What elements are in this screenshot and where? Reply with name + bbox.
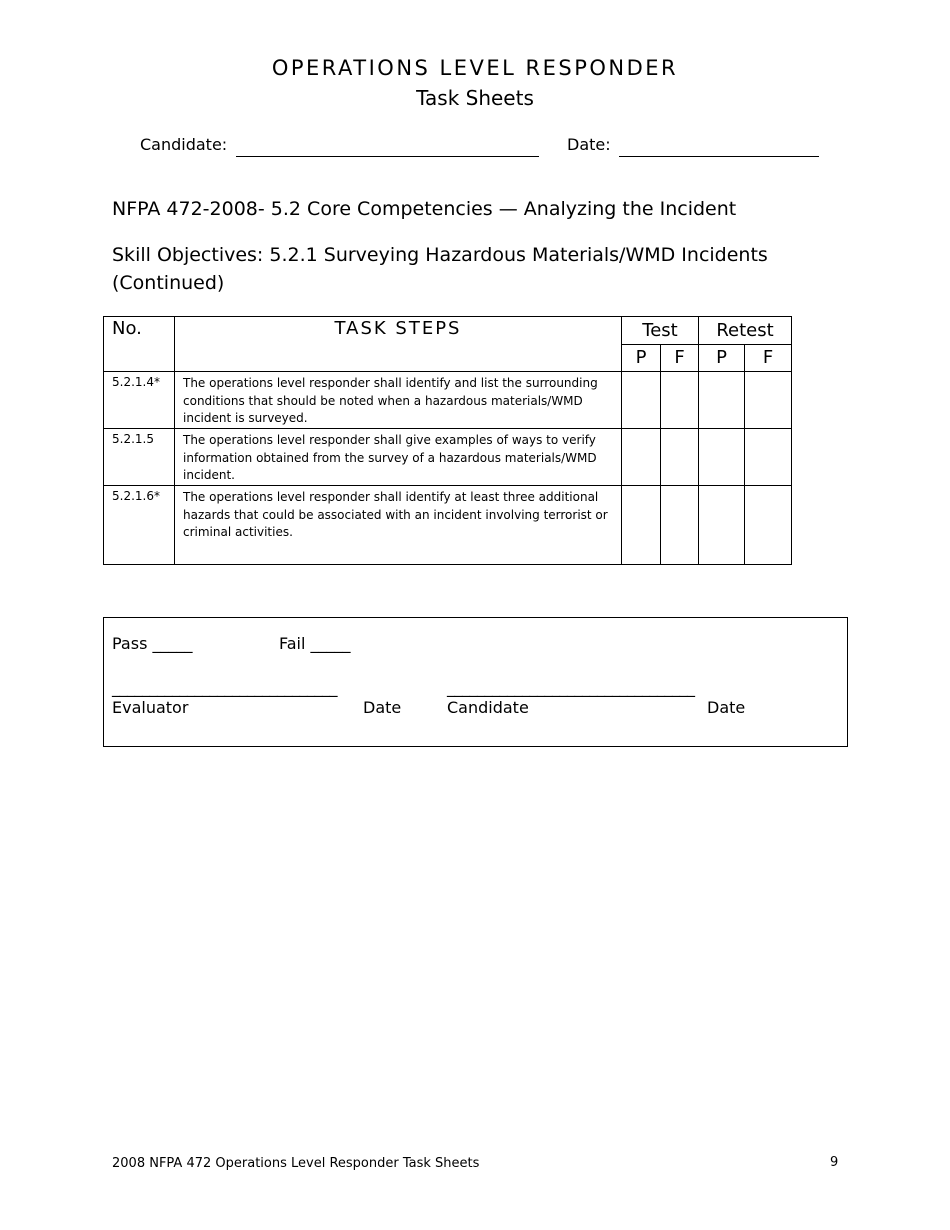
candidate-date-label: Date [707,698,746,717]
retest-pass-cell[interactable] [699,372,745,429]
table-row [104,429,792,486]
test-pass-header: P [622,344,661,372]
test-fail-header: F [661,344,699,372]
row-number: 5.2.1.4* [104,372,175,429]
task-steps-table [103,316,792,565]
test-pass-cell[interactable] [622,486,661,565]
column-header-retest: Retest [699,317,792,345]
result-box [103,617,848,747]
test-fail-cell[interactable] [661,486,699,565]
column-header-no: No. [104,317,175,372]
standard-heading: NFPA 472-2008- 5.2 Core Competencies — Analyzing the Incident [112,198,737,220]
row-number: 5.2.1.6* [104,486,175,565]
table-row [104,486,792,565]
pass-field[interactable]: Pass _____ [112,634,193,653]
candidate-signature-line[interactable]: _________________________________ [447,678,695,697]
test-fail-cell[interactable] [661,429,699,486]
retest-fail-cell[interactable] [745,372,792,429]
column-header-test: Test [622,317,699,345]
test-fail-cell[interactable] [661,372,699,429]
candidate-label-signature: Candidate [447,698,529,717]
task-step-text: The operations level responder shall identify and list the surrounding conditions that should be noted when a hazardous materials/WMD incident is surveyed. [175,372,622,429]
evaluator-date-label: Date [363,698,402,717]
fail-field[interactable]: Fail _____ [279,634,351,653]
page-subtitle: Task Sheets [416,86,534,110]
page-number: 9 [830,1155,839,1170]
date-label: Date: [567,135,611,154]
retest-pass-header: P [699,344,745,372]
candidate-field[interactable] [236,156,539,157]
objective-continued: (Continued) [112,272,225,294]
evaluator-signature-line[interactable]: ______________________________ [112,678,337,697]
retest-fail-cell[interactable] [745,429,792,486]
candidate-label: Candidate: [140,135,228,154]
footer-text: 2008 NFPA 472 Operations Level Responder Task Sheets [112,1156,480,1171]
page-title: OPERATIONS LEVEL RESPONDER [271,56,679,80]
objective-heading: Skill Objectives: 5.2.1 Surveying Hazardous Materials/WMD Incidents [112,244,768,266]
test-pass-cell[interactable] [622,372,661,429]
task-step-text: The operations level responder shall give examples of ways to verify information obtained from the survey of a hazardous materials/WMD incident. [175,429,622,486]
column-header-task-steps: TASK STEPS [175,317,622,372]
retest-pass-cell[interactable] [699,429,745,486]
retest-pass-cell[interactable] [699,486,745,565]
table-row [104,372,792,429]
evaluator-label: Evaluator [112,698,189,717]
task-step-text: The operations level responder shall identify at least three additional hazards that could be associated with an incident involving terrorist or criminal activities. [175,486,622,565]
test-pass-cell[interactable] [622,429,661,486]
date-field[interactable] [619,156,819,157]
row-number: 5.2.1.5 [104,429,175,486]
retest-fail-header: F [745,344,792,372]
retest-fail-cell[interactable] [745,486,792,565]
